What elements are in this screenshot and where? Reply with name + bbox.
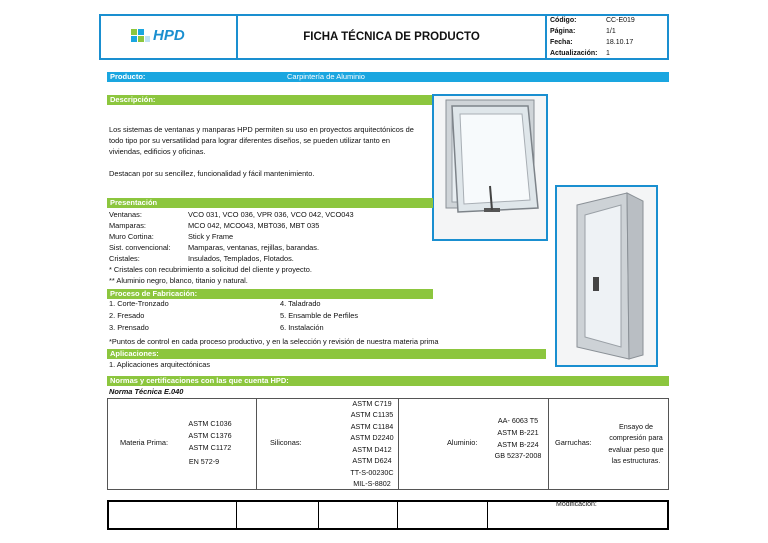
presentacion-key-4: Sist. convencional: — [109, 243, 171, 252]
proceso-label: Proceso de Fabricación: — [110, 289, 198, 298]
producto-label: Producto: — [110, 72, 146, 81]
descripcion-line-1: Los sistemas de ventanas y manparas HPD permiten su uso en proyectos arquitectónicos de — [109, 125, 414, 134]
proceso-step-5: 5. Ensamble de Perfiles — [280, 311, 359, 320]
siliconas-3: ASTM C1184 — [350, 422, 394, 431]
proceso-note: *Puntos de control en cada proceso productivo, y en la selección y revisión de nuestra materia prima — [109, 337, 439, 346]
meta-value: CC-E019 — [606, 17, 635, 24]
proceso-step-6: 6. Instalación — [280, 323, 324, 332]
presentacion-bar — [107, 198, 433, 208]
garruchas-3: evaluar peso que — [608, 445, 664, 454]
descripcion-bar — [107, 95, 433, 105]
meta-row — [550, 17, 668, 28]
aplicaciones-label: Aplicaciones: — [110, 349, 159, 358]
siliconas-6: ASTM D624 — [352, 456, 392, 465]
presentacion-key-1: Ventanas: — [109, 210, 142, 219]
garruchas-1: Ensayo de — [619, 422, 653, 431]
proceso-step-4: 4. Taladrado — [280, 299, 321, 308]
presentacion-val-5: Insulados, Templados, Flotados. — [188, 254, 294, 263]
siliconas-2: ASTM C1135 — [350, 410, 394, 419]
proceso-step-1: 1. Corte-Tronzado — [109, 299, 169, 308]
footer-divider-2 — [318, 500, 319, 530]
siliconas-4: ASTM D2240 — [350, 433, 394, 442]
meta-cell — [545, 14, 669, 60]
materia-prima-2: ASTM C1376 — [188, 431, 232, 440]
presentacion-val-1: VCO 031, VCO 036, VPR 036, VCO 042, VCO043 — [188, 210, 354, 219]
producto-value: Carpintería de Aluminio — [287, 72, 365, 81]
footer-modificacion-label: Modificación: — [556, 501, 597, 508]
presentacion-label: Presentación — [110, 198, 158, 207]
meta-label: Fecha: — [550, 39, 573, 46]
logo-text: HPD — [153, 27, 185, 44]
normas-col-divider-1 — [256, 398, 257, 490]
aluminio-4: GB 5237-2008 — [494, 451, 542, 460]
door-icon — [557, 187, 656, 365]
presentacion-note-1: * Cristales con recubrimiento a solicitud del cliente y proyecto. — [109, 265, 312, 274]
footer-divider-1 — [236, 500, 237, 530]
meta-value: 18.10.17 — [606, 39, 634, 46]
siliconas-label: Siliconas: — [270, 438, 302, 447]
meta-label: Página: — [550, 28, 576, 35]
window-photo — [432, 94, 548, 241]
footer-divider-4 — [487, 500, 488, 530]
materia-prima-4: EN 572-9 — [188, 457, 220, 466]
descripcion-line-3: viviendas, edificios y oficinas. — [109, 147, 206, 156]
presentacion-key-5: Cristales: — [109, 254, 140, 263]
meta-label: Código: — [550, 17, 577, 24]
presentacion-val-3: Stick y Frame — [188, 232, 234, 241]
awning-window-icon — [434, 96, 546, 239]
normas-bar — [107, 376, 669, 386]
siliconas-1: ASTM C719 — [352, 399, 392, 408]
normas-subtitle: Norma Técnica E.040 — [109, 387, 184, 396]
hpd-logo — [131, 27, 211, 49]
door-photo — [555, 185, 658, 367]
logo-mark-icon — [131, 29, 151, 47]
producto-bar — [107, 72, 669, 82]
materia-prima-3: ASTM C1172 — [188, 443, 232, 452]
siliconas-5: ASTM D412 — [352, 445, 392, 454]
aluminio-1: AA- 6063 T5 — [497, 416, 539, 425]
meta-label: Actualización: — [550, 50, 598, 57]
siliconas-7: TT-S-00230C — [350, 468, 394, 477]
page-title: FICHA TÉCNICA DE PRODUCTO — [303, 31, 480, 43]
aplicaciones-item-1: 1. Aplicaciones arquitectónicas — [109, 360, 211, 369]
materia-prima-label: Materia Prima: — [120, 438, 169, 447]
footer-divider-3 — [397, 500, 398, 530]
garruchas-2: compresión para — [609, 433, 663, 442]
siliconas-8: MIL-S-8802 — [353, 479, 391, 488]
descripcion-line-4: Destacan por su sencillez, funcionalidad y fácil mantenimiento. — [109, 169, 315, 178]
aluminio-3: ASTM B-224 — [497, 440, 539, 449]
aplicaciones-bar — [107, 349, 546, 359]
descripcion-line-2: todo tipo por su versatilidad para lograr diferentes diseños, se pueden utilizar tanto en — [109, 136, 391, 145]
materia-prima-1: ASTM C1036 — [188, 419, 232, 428]
aluminio-2: ASTM B-221 — [497, 428, 539, 437]
meta-row — [550, 50, 668, 61]
meta-row — [550, 28, 668, 39]
presentacion-note-2: ** Aluminio negro, blanco, titanio y natural. — [109, 276, 248, 285]
proceso-step-3: 3. Prensado — [109, 323, 149, 332]
meta-row — [550, 39, 668, 50]
meta-value: 1 — [606, 50, 610, 57]
meta-value: 1/1 — [606, 28, 616, 35]
presentacion-key-3: Muro Cortina: — [109, 232, 154, 241]
presentacion-val-2: MCO 042, MCO043, MBT036, MBT 035 — [188, 221, 320, 230]
title-cell — [236, 14, 547, 60]
descripcion-label: Descripción: — [110, 95, 156, 104]
presentacion-val-4: Mamparas, ventanas, rejillas, barandas. — [188, 243, 320, 252]
aluminio-label: Aluminio: — [447, 438, 478, 447]
garruchas-4: las estructuras. — [611, 456, 661, 465]
normas-label: Normas y certificaciones con las que cuenta HPD: — [110, 376, 289, 385]
proceso-step-2: 2. Fresado — [109, 311, 145, 320]
garruchas-label: Garruchas: — [555, 438, 592, 447]
presentacion-key-2: Mamparas: — [109, 221, 146, 230]
logo-cell — [99, 14, 238, 60]
